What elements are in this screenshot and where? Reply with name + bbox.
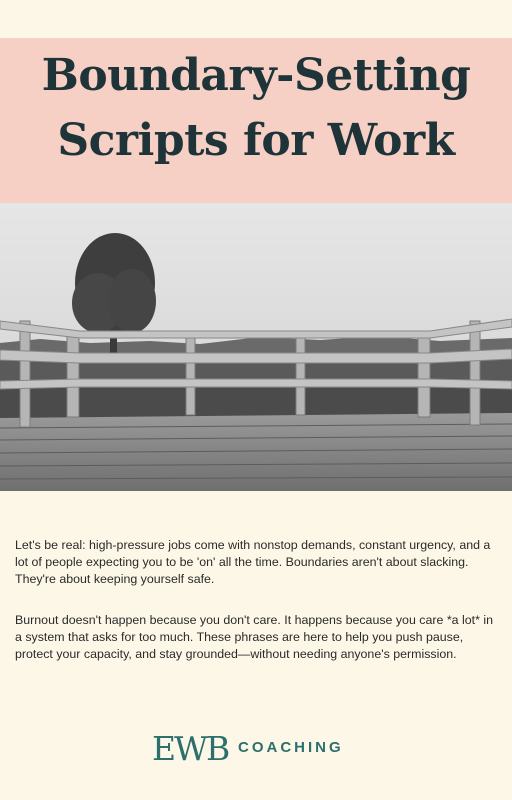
logo-monogram: EWB <box>152 729 229 768</box>
intro-paragraph: Let's be real: high-pressure jobs come with nonstop demands, constant urgency, and a lot of people expecting you to be 'on' all the time. Boundaries aren't about slacking. They're about keeping yourself safe. <box>15 538 491 587</box>
wooden-deck-landscape-photo <box>0 203 512 491</box>
logo-wordmark: COACHING <box>238 739 344 756</box>
page-title-line-1: Boundary-Setting <box>41 50 471 101</box>
burnout-paragraph: Burnout doesn't happen because you don't care. It happens because you care *a lot* in a system that asks for too much. These phrases are here to help you push pause, protect your capacity, and stay grounded—without needing anyone's permission. <box>15 613 493 662</box>
page-title-line-2: Scripts for Work <box>57 115 455 166</box>
